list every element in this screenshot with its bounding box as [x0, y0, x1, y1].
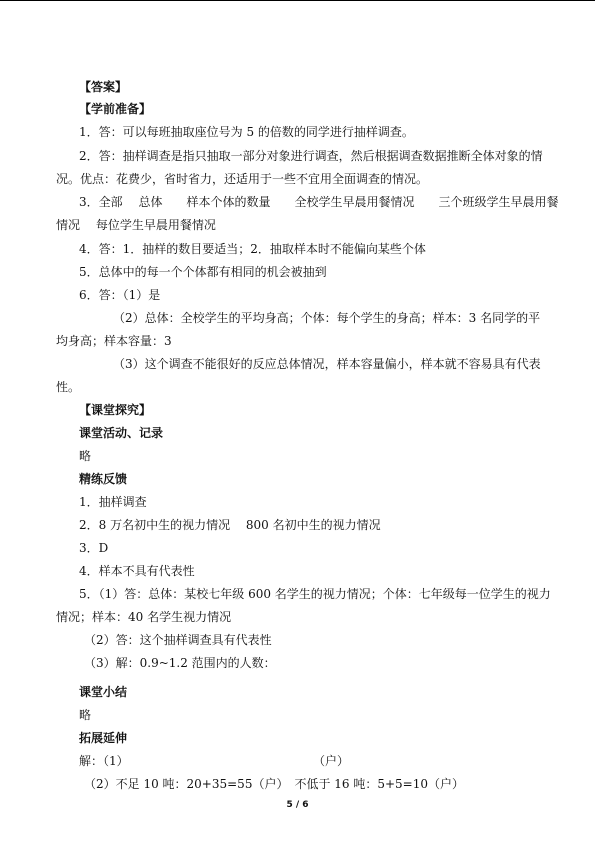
- prep-item-3-line1: 3．全部 总体 样本个体的数量 全校学生早晨用餐情况 三个班级学生早晨用餐: [79, 195, 559, 209]
- practice-item-1: 1．抽样调查: [79, 495, 147, 509]
- explore-heading: 【课堂探究】: [79, 403, 152, 417]
- practice-heading: 精练反馈: [79, 472, 128, 486]
- extension-item-1-label: 解：（1）: [79, 754, 129, 768]
- practice-item-5-2: （2）答：这个抽样调查具有代表性: [84, 633, 272, 647]
- extension-item-1-unit: （户）: [313, 754, 350, 768]
- prep-item-1: 1．答：可以每班抽取座位号为 5 的倍数的同学进行抽样调查。: [79, 125, 414, 139]
- summary-text: 略: [79, 708, 92, 722]
- practice-item-2: 2．8 万名初中生的视力情况 800 名初中生的视力情况: [79, 518, 381, 532]
- activity-text: 略: [79, 449, 92, 463]
- prep-item-2-line1: 2．答：抽样调查是指只抽取一部分对象进行调查，然后根据调查数据推断全体对象的情: [79, 149, 543, 163]
- prep-item-6: 6．答：（1）是: [79, 288, 161, 302]
- page-number: 5 / 6: [286, 800, 309, 810]
- prep-item-3-line2: 情况 每位学生早晨用餐情况: [56, 218, 216, 232]
- prep-item-6-2-line2: 均身高；样本容量：3: [56, 334, 172, 348]
- prep-item-6-3-line1: （3）这个调查不能很好的反应总体情况，样本容量偏小，样本就不容易具有代表: [113, 357, 541, 371]
- top-rule: [0, 0, 595, 1]
- prep-item-4: 4．答：1．抽样的数目要适当；2．抽取样本时不能偏向某些个体: [79, 242, 426, 256]
- extension-heading: 拓展延伸: [79, 731, 128, 745]
- answer-heading: 【答案】: [79, 80, 128, 94]
- summary-heading: 课堂小结: [79, 685, 128, 699]
- practice-item-5-line1: 5．（1）答：总体：某校七年级 600 名学生的视力情况；个体：七年级每一位学生的视力: [79, 587, 551, 601]
- practice-item-3: 3．D: [79, 541, 109, 555]
- prep-item-6-2-line1: （2）总体：全校学生的平均身高；个体：每个学生的身高；样本：3 名同学的平: [113, 311, 541, 325]
- prep-heading: 【学前准备】: [79, 102, 152, 116]
- extension-item-2: （2）不足 10 吨：20+35=55（户） 不低于 16 吨：5+5=10（户）: [84, 777, 464, 791]
- prep-item-6-3-line2: 性。: [56, 380, 81, 394]
- prep-item-5: 5．总体中的每一个个体都有相同的机会被抽到: [79, 265, 327, 279]
- activity-heading: 课堂活动、记录: [79, 426, 164, 440]
- practice-item-5-3: （3）解：0.9~1.2 范围内的人数：: [84, 656, 276, 670]
- prep-item-2-line2: 况。优点：花费少，省时省力，还适用于一些不宜用全面调查的情况。: [56, 172, 429, 186]
- practice-item-5-line2: 情况；样本：40 名学生视力情况: [56, 610, 232, 624]
- practice-item-4: 4．样本不具有代表性: [79, 564, 195, 578]
